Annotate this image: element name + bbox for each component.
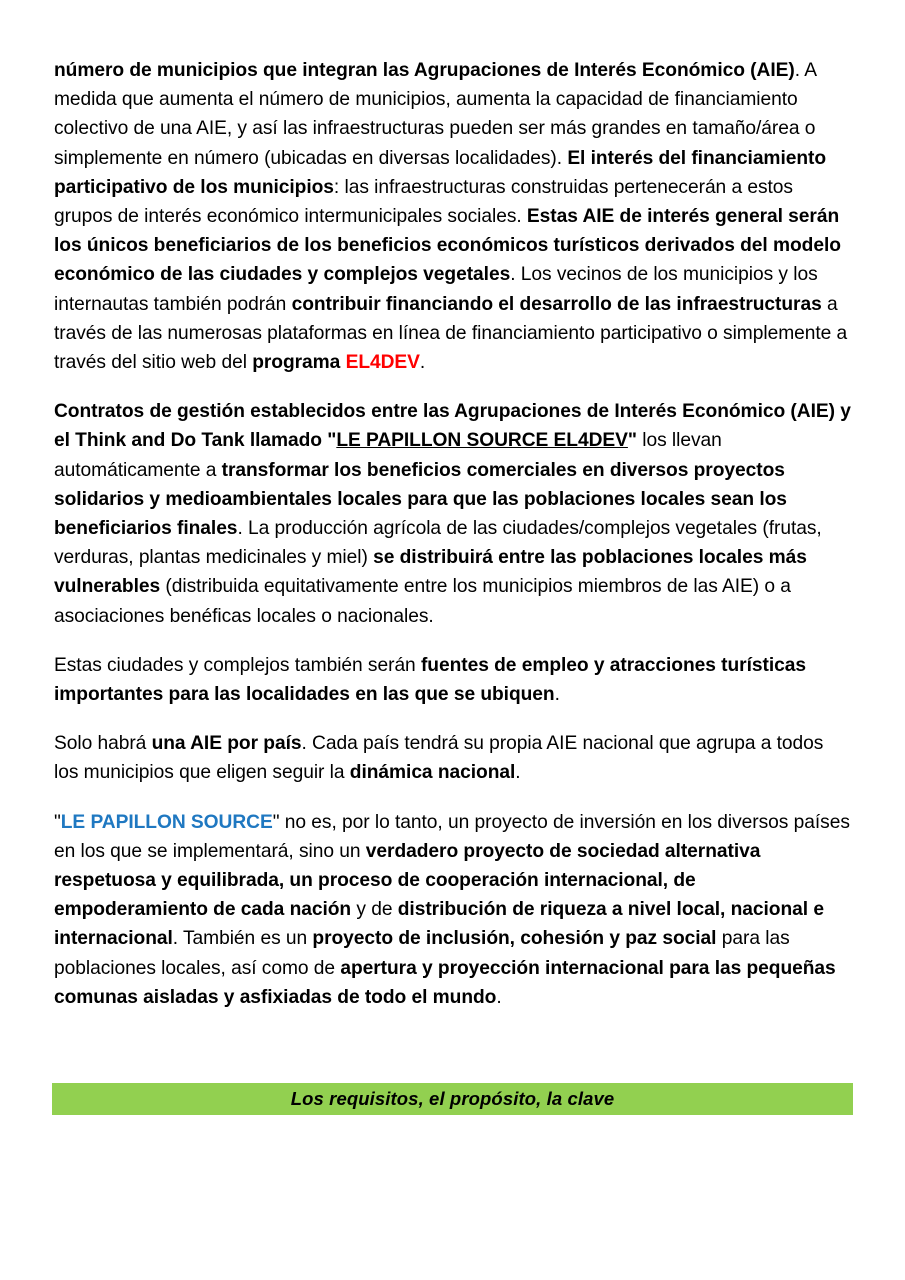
- bold-run: una AIE por país: [151, 733, 302, 755]
- paragraph-1: [54, 56, 852, 377]
- text-run: .: [554, 684, 560, 706]
- paragraph-4: [54, 729, 852, 787]
- section-banner-label: Los requisitos, el propósito, la clave: [290, 1087, 615, 1109]
- bold-run: verdadero proyecto de sociedad alternativa respetuosa y equilibrada, un proceso de cooperación internacional, de empoderamiento de cada nación: [54, 840, 761, 921]
- bold-run: dinámica nacional: [349, 762, 516, 784]
- text-run: . Los vecinos de los municipios y los internautas también podrán: [54, 264, 818, 315]
- text-run: .: [515, 762, 521, 784]
- bold-run: distribución de riqueza a nivel local, nacional e internacional: [54, 899, 824, 950]
- section-banner: [52, 1083, 853, 1115]
- bold-run: transformar los beneficios comerciales en diversos proyectos solidarios y medioambientales locales para que las poblaciones locales sean los beneficiarios finales: [54, 459, 787, 540]
- bold-run: proyecto de inclusión, cohesión y paz social: [312, 928, 717, 950]
- bold-run: programa: [252, 352, 346, 374]
- text-run: Solo habrá: [54, 733, 152, 755]
- highlight-red-run: EL4DEV: [345, 352, 420, 374]
- text-run: .: [419, 352, 426, 374]
- bold-run: apertura y proyección internacional para las pequeñas comunas aisladas y asfixiadas de todo el mundo: [54, 957, 836, 1008]
- text-run: (distribuida equitativamente entre los municipios miembros de las AIE) o a asociaciones benéficas locales o nacionales.: [54, 576, 791, 627]
- bold-run: número de municipios que integran las Agrupaciones de Interés Económico (AIE): [54, 60, 795, 81]
- document-body: [54, 56, 852, 1012]
- text-run: y de: [351, 899, 398, 921]
- text-run: a través de las numerosas plataformas en línea de financiamiento participativo o simplemente a través del sitio web del: [54, 293, 848, 374]
- text-run: ": [54, 811, 61, 833]
- text-run: Estas ciudades y complejos también serán: [54, 654, 421, 676]
- text-run: . Cada país tendrá su propia AIE nacional que agrupa a todos los municipios que eligen seguir la: [54, 733, 824, 784]
- bold-run: El interés del financiamiento participativo de los municipios: [54, 147, 827, 198]
- paragraph-2: [54, 397, 852, 631]
- bold-run: ": [627, 430, 637, 452]
- underlined-run: LE PAPILLON SOURCE EL4DEV: [336, 430, 628, 452]
- text-run: . La producción agrícola de las ciudades/complejos vegetales (frutas, verduras, plantas medicinales y miel): [54, 518, 822, 569]
- bold-run: Contratos de gestión establecidos entre las Agrupaciones de Interés Económico (AIE) y el Think and Do Tank llamado ": [54, 401, 851, 452]
- bold-run: Estas AIE de interés general serán los únicos beneficiarios de los beneficios económicos turísticos derivados del modelo económico de las ciudades y complejos vegetales: [54, 206, 841, 286]
- highlight-blue-run: LE PAPILLON SOURCE: [60, 811, 273, 833]
- text-run: . También es un: [172, 928, 313, 950]
- bold-run: se distribuirá entre las poblaciones locales más vulnerables: [54, 547, 807, 598]
- paragraph-3: [54, 651, 852, 709]
- paragraph-5: [54, 808, 852, 1012]
- text-run: . A medida que aumenta el número de municipios, aumenta la capacidad de financiamiento colectivo de una AIE, y así las infraestructuras pueden ser más grandes en tamaño/área o simplemente en número (ubicadas en diversas localidades).: [54, 60, 816, 169]
- bold-run: contribuir financiando el desarrollo de las infraestructuras: [291, 293, 822, 315]
- text-run: para las poblaciones locales, así como de: [54, 928, 790, 979]
- text-run: .: [496, 986, 502, 1008]
- text-run: : las infraestructuras construidas pertenecerán a estos grupos de interés económico intermunicipales sociales.: [54, 176, 793, 228]
- text-run: " no es, por lo tanto, un proyecto de inversión en los diversos países en los que se implementará, sino un: [54, 811, 850, 862]
- bold-run: fuentes de empleo y atracciones turísticas importantes para las localidades en las que se ubiquen: [54, 654, 806, 706]
- text-run: los llevan automáticamente a: [54, 430, 722, 481]
